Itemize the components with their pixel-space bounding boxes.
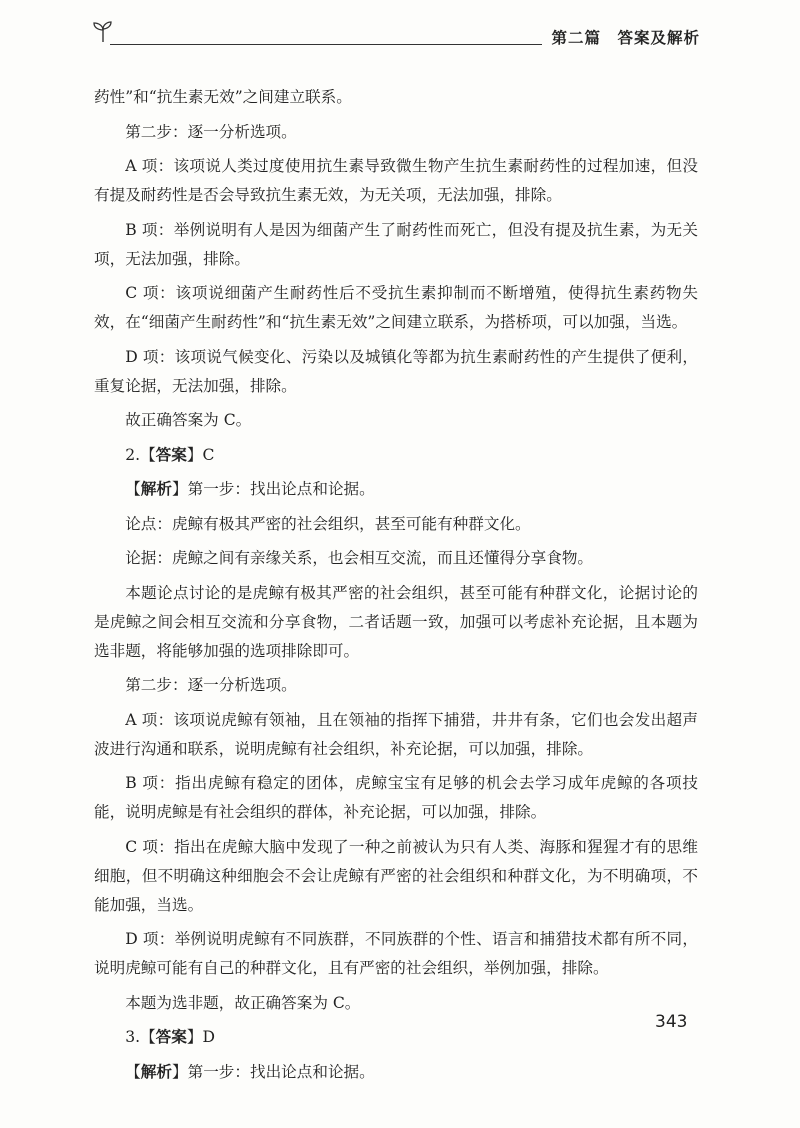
paragraph-text: 】D bbox=[186, 1028, 215, 1046]
paragraph bbox=[94, 475, 698, 504]
paragraph-text: 】C bbox=[186, 445, 215, 464]
paragraph-text: 【 bbox=[125, 480, 141, 498]
bold-keyword: 答案 bbox=[155, 1028, 187, 1046]
paragraph-text: 第二步：逐一分析选项。 bbox=[125, 122, 297, 141]
paragraph-text: 3.【 bbox=[125, 1028, 156, 1046]
paragraph-text: B 项：举例说明有人是因为细菌产生了耐药性而死亡，但没有提及抗生素，为无关项，无法加强，排除。 bbox=[94, 220, 698, 268]
paragraph-text: 药性”和“抗生素无效”之间建立联系。 bbox=[94, 88, 352, 106]
paragraph-text: 2.【 bbox=[125, 445, 156, 464]
paragraph bbox=[94, 216, 698, 274]
paragraph bbox=[94, 579, 698, 666]
page-header bbox=[86, 12, 700, 52]
paragraph bbox=[94, 83, 698, 112]
page-header-title: 第二篇 答案及解析 bbox=[551, 29, 700, 47]
paragraph-text: A 项：该项说虎鲸有领袖，且在领袖的指挥下捕猎，井井有条，它们也会发出超声波进行沟通和联系，说明虎鲸有社会组织，补充论据，可以加强，排除。 bbox=[94, 710, 698, 758]
paragraph-text: 本题为选非题，故正确答案为 C。 bbox=[125, 993, 361, 1012]
paragraph-text: 】第一步：找出论点和论据。 bbox=[172, 1062, 375, 1081]
paragraph bbox=[94, 833, 698, 920]
paragraph bbox=[94, 152, 698, 210]
paragraph-text: 】第一步：找出论点和论据。 bbox=[172, 480, 375, 498]
answer-explanation-body bbox=[94, 83, 698, 1092]
paragraph-text: B 项：指出虎鲸有稳定的团体，虎鲸宝宝有足够的机会去学习成年虎鲸的各项技能，说明虎鲸是有社会组织的群体，补充论据，可以加强，排除。 bbox=[94, 774, 698, 821]
paragraph bbox=[94, 118, 698, 147]
paragraph bbox=[94, 406, 698, 435]
paragraph bbox=[94, 343, 698, 401]
bold-keyword: 解析 bbox=[140, 480, 172, 498]
paragraph bbox=[94, 1023, 698, 1052]
sprout-icon bbox=[90, 18, 116, 44]
bold-keyword: 答案 bbox=[155, 445, 187, 464]
paragraph-text: A 项：该项说人类过度使用抗生素导致微生物产生抗生素耐药性的过程加速，但没有提及耐药性是否会导致抗生素无效，为无关项，无法加强，排除。 bbox=[94, 157, 698, 204]
paragraph bbox=[94, 769, 698, 827]
paragraph bbox=[94, 544, 698, 573]
page-number: 343 bbox=[655, 1012, 688, 1032]
paragraph-text: 第二步：逐一分析选项。 bbox=[125, 676, 297, 694]
paragraph-text: 【 bbox=[125, 1062, 141, 1081]
paragraph bbox=[94, 441, 698, 470]
paragraph-text: C 项：指出在虎鲸大脑中发现了一种之前被认为只有人类、海豚和猩猩才有的思维细胞，但不明确这种细胞会不会让虎鲸有严密的社会组织和种群文化，为不明确项，不能加强，当选。 bbox=[94, 837, 698, 914]
paragraph-text: 本题论点讨论的是虎鲸有极其严密的社会组织，甚至可能有种群文化，论据讨论的是虎鲸之间会相互交流和分享食物，二者话题一致，加强可以考虑补充论据，且本题为选非题，将能够加强的选项排除即可。 bbox=[94, 583, 698, 660]
header-rule bbox=[110, 44, 542, 45]
paragraph bbox=[94, 925, 698, 983]
paragraph bbox=[94, 989, 698, 1018]
paragraph-text: 论点：虎鲸有极其严密的社会组织，甚至可能有种群文化。 bbox=[125, 514, 531, 533]
paragraph bbox=[94, 671, 698, 700]
paragraph-text: D 项：举例说明虎鲸有不同族群，不同族群的个性、语言和捕猎技术都有所不同，说明虎鲸可能有自己的种群文化，且有严密的社会组织，举例加强，排除。 bbox=[94, 930, 698, 977]
bold-keyword: 解析 bbox=[140, 1062, 172, 1081]
paragraph bbox=[94, 706, 698, 764]
paragraph bbox=[94, 279, 698, 337]
paragraph-text: 论据：虎鲸之间有亲缘关系，也会相互交流，而且还懂得分享食物。 bbox=[125, 549, 594, 567]
paragraph-text: 故正确答案为 C。 bbox=[125, 411, 252, 429]
paragraph-text: C 项：该项说细菌产生耐药性后不受抗生素抑制而不断增殖，使得抗生素药物失效，在“细菌产生耐药性”和“抗生素无效”之间建立联系，为搭桥项，可以加强，当选。 bbox=[94, 284, 698, 331]
paragraph bbox=[94, 510, 698, 539]
paragraph-text: D 项：该项说气候变化、污染以及城镇化等都为抗生素耐药性的产生提供了便利，重复论据，无法加强，排除。 bbox=[94, 347, 698, 395]
paragraph bbox=[94, 1058, 698, 1087]
